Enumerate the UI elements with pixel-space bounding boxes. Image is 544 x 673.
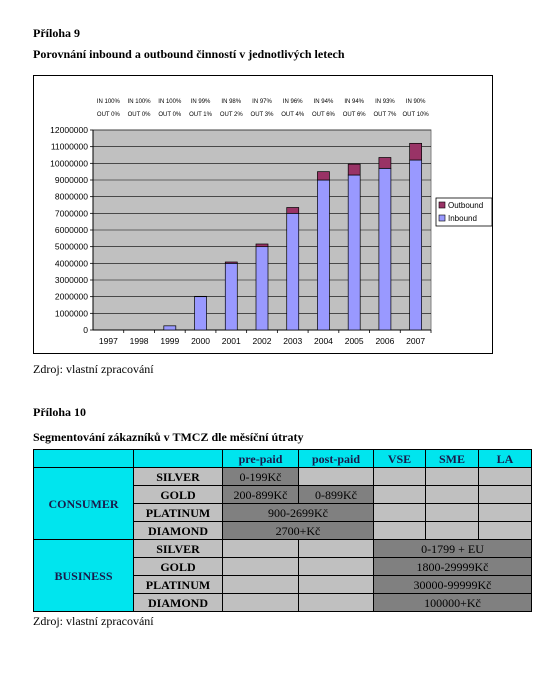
bar-outbound xyxy=(287,208,299,214)
x-tick-label: 1997 xyxy=(98,336,118,346)
y-tick-label: 10000000 xyxy=(50,158,88,169)
annotation-in: IN 100% xyxy=(96,99,120,105)
annotation-out: OUT 0% xyxy=(96,112,120,118)
bar-inbound xyxy=(317,180,329,330)
y-tick-label: 9000000 xyxy=(54,175,88,185)
table-row xyxy=(34,468,532,486)
annotation-out: OUT 3% xyxy=(250,112,274,118)
y-tick-label: 11000000 xyxy=(50,141,88,152)
annotation-out: OUT 6% xyxy=(312,112,335,118)
bar-inbound xyxy=(410,160,422,330)
annotation-in: IN 94% xyxy=(313,99,334,105)
header-la: LA xyxy=(479,450,532,468)
annotation-in: IN 100% xyxy=(158,99,182,105)
y-tick-label: 1000000 xyxy=(54,308,88,319)
annotation-out: OUT 0% xyxy=(127,112,151,118)
cell-empty xyxy=(223,558,299,576)
y-tick-label: 2000000 xyxy=(54,291,88,302)
cell-empty xyxy=(479,468,532,486)
cell-empty xyxy=(299,594,374,612)
legend-label-inbound: Inbound xyxy=(448,214,477,223)
cell-value: 0-1799 + EU xyxy=(374,540,532,558)
bar-inbound xyxy=(287,213,299,330)
cell-value: 100000+Kč xyxy=(374,594,532,612)
legend-swatch-inbound xyxy=(439,215,445,221)
cell-value: 1800-29999Kč xyxy=(374,558,532,576)
legend-swatch-outbound xyxy=(439,202,445,208)
tier-platinum: PLATINUM xyxy=(134,576,223,594)
header-prepaid: pre-paid xyxy=(223,450,299,468)
cell-empty xyxy=(223,594,299,612)
appendix-10-subtitle: Segmentování zákazníků v TMCZ dle měsíční útraty xyxy=(33,430,304,444)
cell-empty xyxy=(426,504,479,522)
tier-gold: GOLD xyxy=(134,558,223,576)
bar-outbound xyxy=(317,172,329,180)
bar-inbound xyxy=(379,168,391,330)
tier-diamond: DIAMOND xyxy=(134,594,223,612)
y-tick-label: 5000000 xyxy=(54,241,88,252)
cell-value: 0-199Kč xyxy=(223,468,299,486)
cell-empty xyxy=(299,576,374,594)
x-tick-label: 2007 xyxy=(406,336,426,346)
cell-empty xyxy=(223,576,299,594)
legend-label-outbound: Outbound xyxy=(448,201,484,210)
annotation-out: OUT 4% xyxy=(281,112,305,118)
appendix-9-subtitle: Porovnání inbound a outbound činností v jednotlivých letech xyxy=(33,47,345,61)
cell-empty xyxy=(426,468,479,486)
y-tick-label: 12000000 xyxy=(50,125,88,135)
annotation-out: OUT 2% xyxy=(219,112,243,118)
annotation-in: IN 100% xyxy=(127,99,151,105)
cell-empty xyxy=(299,540,374,558)
y-tick-label: 7000000 xyxy=(54,208,88,219)
tier-silver: SILVER xyxy=(134,540,223,558)
cell-empty xyxy=(426,522,479,540)
bar-inbound xyxy=(348,175,360,330)
bar-inbound xyxy=(195,297,207,330)
tier-platinum: PLATINUM xyxy=(134,504,223,522)
bar-outbound xyxy=(256,244,268,247)
x-tick-label: 2000 xyxy=(191,336,211,346)
table-row xyxy=(34,540,532,558)
annotation-in: IN 93% xyxy=(375,99,395,105)
segment-consumer: CONSUMER xyxy=(34,468,134,540)
bar-outbound xyxy=(225,262,237,263)
annotation-in: IN 96% xyxy=(282,99,303,105)
cell-value: 2700+Kč xyxy=(223,522,374,540)
cell-empty xyxy=(299,468,374,486)
bar-inbound xyxy=(225,263,237,330)
cell-empty xyxy=(223,540,299,558)
bar-inbound xyxy=(164,326,176,330)
x-tick-label: 1999 xyxy=(160,336,180,346)
x-tick-label: 2004 xyxy=(313,336,333,346)
cell-empty xyxy=(479,504,532,522)
tier-gold: GOLD xyxy=(134,486,223,504)
annotation-in: IN 99% xyxy=(190,99,211,105)
y-tick-label: 3000000 xyxy=(54,275,88,285)
tier-silver: SILVER xyxy=(134,468,223,486)
segment-business: BUSINESS xyxy=(34,540,134,612)
annotation-out: OUT 1% xyxy=(189,112,212,118)
cell-value: 200-899Kč xyxy=(223,486,299,504)
appendix-10-source: Zdroj: vlastní zpracování xyxy=(33,614,154,628)
cell-empty xyxy=(479,486,532,504)
header-vse: VSE xyxy=(374,450,426,468)
header-blank-1 xyxy=(34,450,134,468)
cell-empty xyxy=(374,486,426,504)
y-tick-label: 6000000 xyxy=(54,225,88,235)
cell-value: 0-899Kč xyxy=(299,486,374,504)
annotation-out: OUT 10% xyxy=(402,112,429,118)
tier-diamond: DIAMOND xyxy=(134,522,223,540)
x-tick-label: 2002 xyxy=(252,336,272,346)
y-tick-label: 4000000 xyxy=(54,258,88,269)
x-tick-label: 2003 xyxy=(283,336,303,346)
cell-empty xyxy=(374,504,426,522)
appendix-9-title: Příloha 9 xyxy=(33,26,80,40)
annotation-in: IN 94% xyxy=(344,99,365,105)
y-tick-label: 0 xyxy=(83,325,88,335)
bar-inbound xyxy=(256,247,268,330)
x-tick-label: 2001 xyxy=(221,336,241,346)
stacked-bar-chart xyxy=(34,76,494,355)
annotation-out: OUT 6% xyxy=(342,112,366,118)
bar-outbound xyxy=(379,158,391,169)
x-tick-label: 2005 xyxy=(344,336,364,346)
header-postpaid: post-paid xyxy=(299,450,374,468)
chart-frame xyxy=(33,75,493,354)
bar-outbound xyxy=(348,164,360,175)
annotation-in: IN 90% xyxy=(405,99,426,105)
annotation-out: OUT 0% xyxy=(158,112,182,118)
table-header-row xyxy=(34,450,532,468)
x-tick-label: 2006 xyxy=(375,336,395,346)
segmentation-table xyxy=(33,449,532,612)
appendix-10-title: Příloha 10 xyxy=(33,405,86,419)
annotation-out: OUT 7% xyxy=(373,112,397,118)
x-tick-label: 1998 xyxy=(129,336,149,346)
cell-empty xyxy=(374,468,426,486)
cell-empty xyxy=(299,558,374,576)
annotation-in: IN 98% xyxy=(221,99,242,105)
bar-outbound xyxy=(410,143,422,160)
y-tick-label: 8000000 xyxy=(54,191,88,202)
cell-value: 900-2699Kč xyxy=(223,504,374,522)
cell-empty xyxy=(479,522,532,540)
cell-value: 30000-99999Kč xyxy=(374,576,532,594)
header-blank-2 xyxy=(134,450,223,468)
appendix-9-source: Zdroj: vlastní zpracování xyxy=(33,362,154,376)
annotation-in: IN 97% xyxy=(252,99,272,105)
header-sme: SME xyxy=(426,450,479,468)
cell-empty xyxy=(374,522,426,540)
cell-empty xyxy=(426,486,479,504)
